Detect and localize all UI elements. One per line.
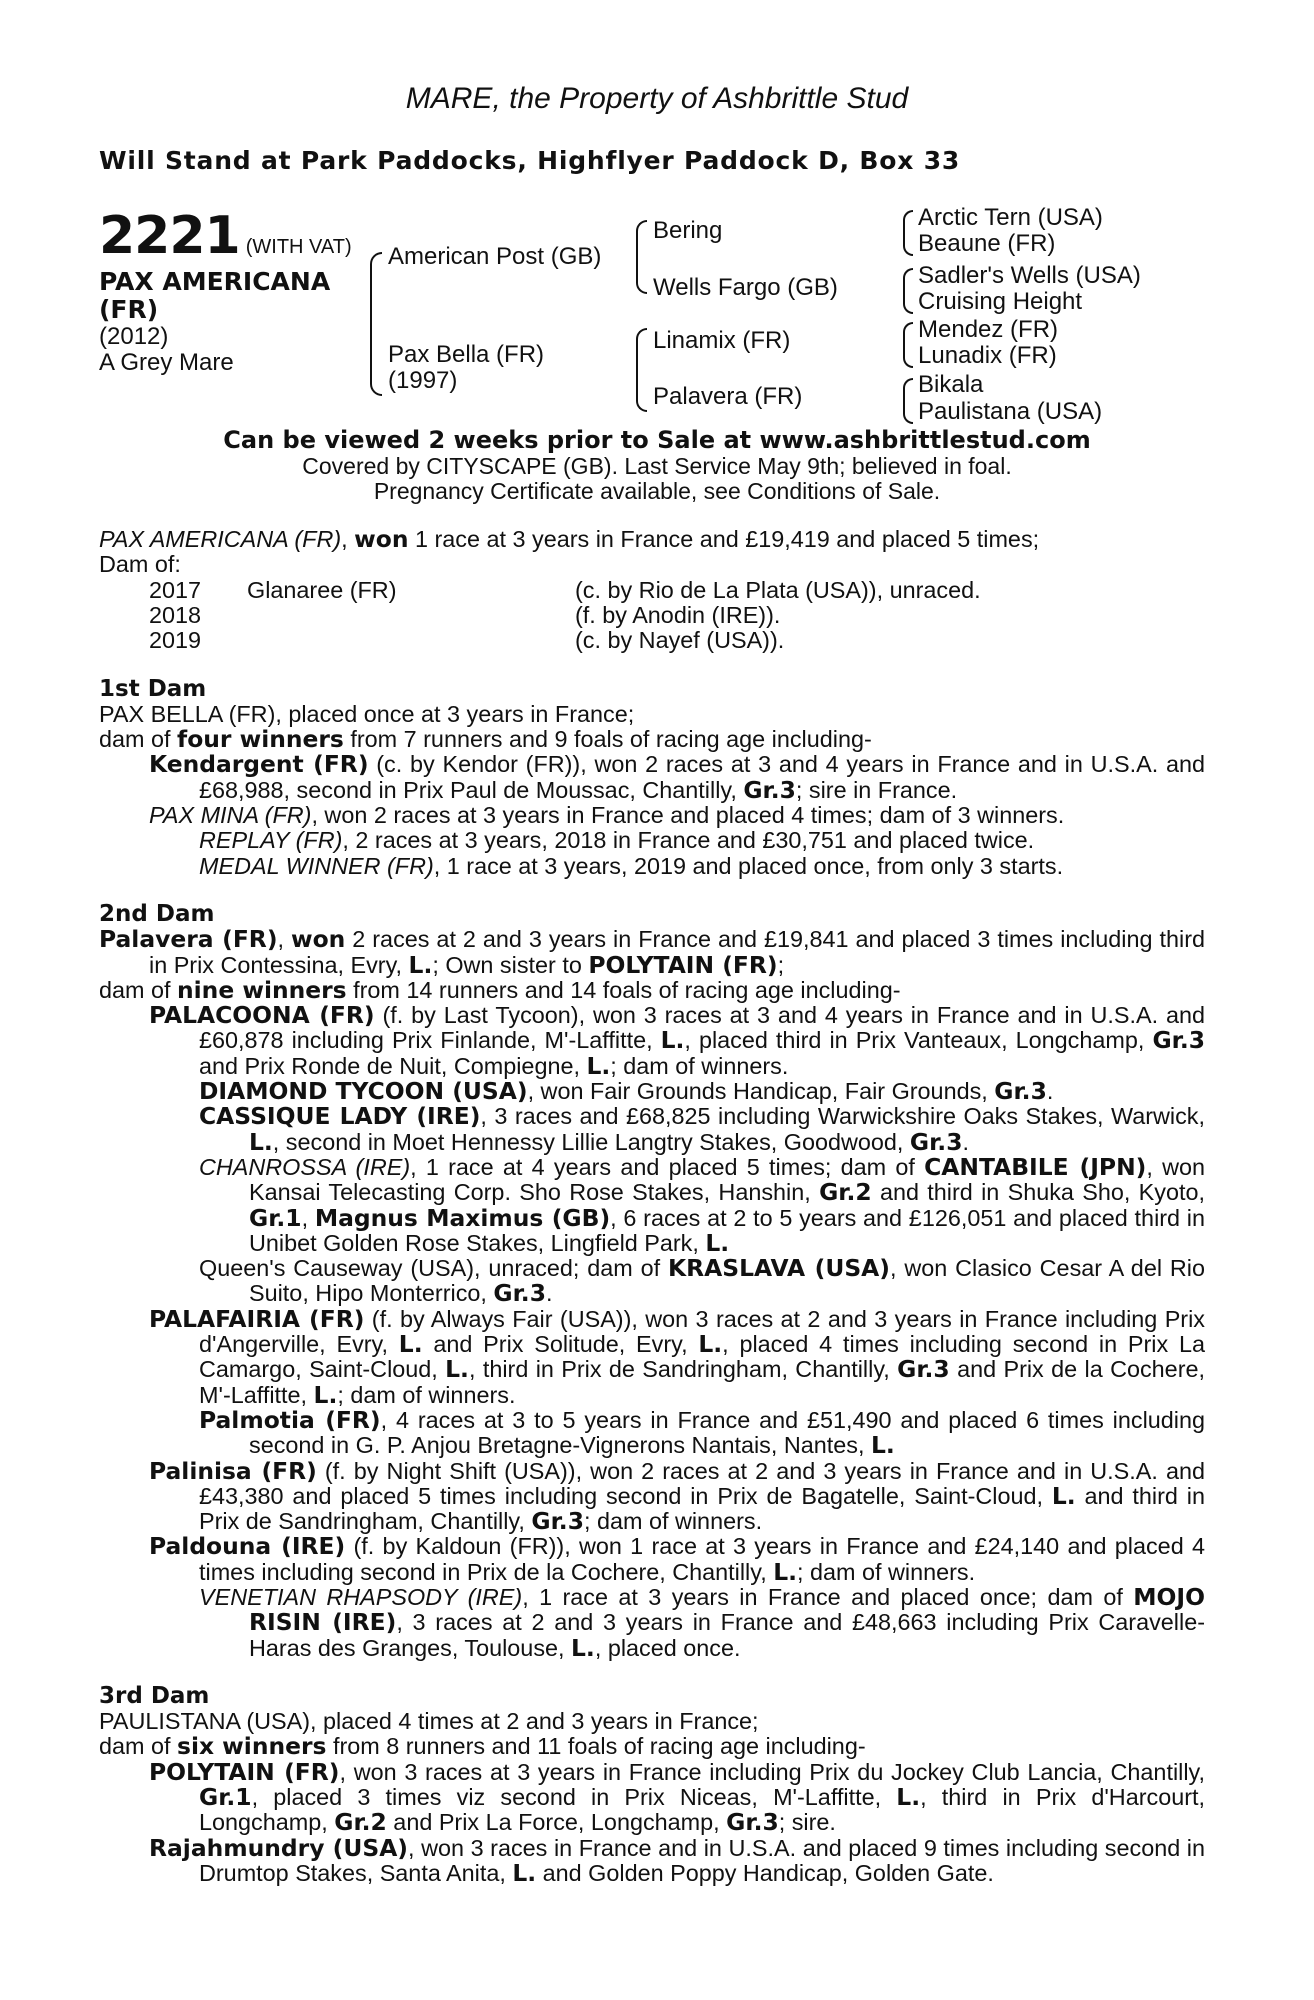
horse-name: DIAMOND TYCOON (USA) <box>199 1077 528 1106</box>
third-dam-heading: 3rd Dam <box>99 1682 210 1709</box>
grade: Gr.2 <box>334 1808 387 1837</box>
grade: Gr.3 <box>1152 1026 1205 1055</box>
pedigree-sdd: Cruising Height <box>918 288 1083 315</box>
text: 2 races at 2 and 3 years in France and £19,841 and placed 3 times including third in Prix Contessina, Evry, <box>149 926 1205 978</box>
grade: Gr.3 <box>743 775 796 804</box>
horse-name: PALAFAIRIA (FR) <box>149 1304 365 1333</box>
horse-name: REPLAY (FR) <box>199 827 343 854</box>
text: , won 3 races at 3 years in France including Prix du Jockey Club Lancia, Chantilly, <box>339 1758 1205 1785</box>
third-dam-produce <box>99 1734 1205 1759</box>
text: and Prix La Force, Longchamp, <box>386 1809 727 1836</box>
offspring-palacoona <box>149 1003 1205 1079</box>
text: , won 3 races in France and in U.S.A. and placed 9 times including second in Drumtop Stakes, Santa Anita, <box>199 1834 1206 1886</box>
text: dam of <box>99 976 178 1003</box>
offspring-palinisa <box>149 1456 1205 1536</box>
text: (f. by Night Shift (USA)), won 2 races at 2 and 3 years in France and in U.S.A. and £43,380 and placed 5 times including second in Prix de Bagatelle, Saint-Cloud, <box>199 1457 1205 1509</box>
third-dam-line: PAULISTANA (USA), placed 4 times at 2 and 3 years in France; <box>99 1708 759 1735</box>
offspring-queens-causeway: Queen's Causeway (USA), unraced; dam of KRASLAVA (USA), won Clasico Cesar A del Rio Suito, Hipo Monterrico, Gr.3. <box>199 1254 1205 1308</box>
listed: L. <box>586 1051 611 1080</box>
text: , placed 3 times viz second in Prix Niceas, M'-Laffitte, <box>251 1784 897 1811</box>
horse-name: POLYTAIN (FR) <box>149 1757 340 1786</box>
first-dam-line: PAX BELLA (FR), placed once at 3 years in France; <box>99 700 635 727</box>
offspring-medal-winner <box>199 854 1205 879</box>
listed: L. <box>571 1633 595 1662</box>
grade: Gr.1 <box>249 1203 302 1232</box>
record-won: won <box>354 525 409 553</box>
text: from 14 runners and 14 foals of racing age including- <box>346 976 901 1003</box>
text: and third in Prix de Sandringham, Chantilly, <box>199 1482 1205 1535</box>
listed: L. <box>445 1355 469 1384</box>
pedigree-bracket-sire <box>636 220 647 294</box>
pedigree-bracket-main <box>370 252 382 396</box>
text: , 2 races at 3 years, 2018 in France and £30,751 and placed twice. <box>342 827 1035 854</box>
horse-name: CHANROSSA (IRE) <box>199 1153 411 1180</box>
horse-name: MOJO RISIN (IRE) <box>249 1582 1205 1637</box>
pedigree-bracket-ds <box>903 322 913 368</box>
pedigree-dam-year: (1997) <box>388 367 458 394</box>
listed: L. <box>398 1330 423 1359</box>
listed: L. <box>896 1783 921 1812</box>
foal-year: 2017 <box>149 576 202 603</box>
pedigree-ddd: Paulistana (USA) <box>918 398 1103 425</box>
pedigree-bracket-dd <box>903 378 913 424</box>
foal-year: 2018 <box>149 601 202 628</box>
text: ; dam of winners. <box>337 1381 516 1408</box>
horse-name: Palavera (FR) <box>99 925 278 954</box>
grade: Gr.3 <box>726 1808 779 1837</box>
horse-name: Rajahmundry (USA) <box>149 1833 409 1862</box>
first-dam-heading: 1st Dam <box>99 675 207 702</box>
pedigree-bracket-ss <box>903 210 913 256</box>
foaling-year: (2012) <box>99 323 169 350</box>
listed: L. <box>408 950 433 979</box>
text: , third in Prix de Sandringham, Chantilly, <box>468 1356 898 1383</box>
text: ; Own sister to <box>432 951 589 978</box>
horse-name: KRASLAVA (USA) <box>668 1254 890 1283</box>
offspring-palmotia <box>199 1405 1206 1460</box>
text: from 7 runners and 9 foals of racing age including- <box>343 726 872 753</box>
text: and third in Shuka Sho, Kyoto, <box>871 1179 1205 1206</box>
first-dam-produce <box>99 727 1205 752</box>
offspring-venetian-rhapsody <box>199 1582 1205 1662</box>
listed: L. <box>1051 1481 1076 1510</box>
offspring-diamond-tycoon: DIAMOND TYCOON (USA), won Fair Grounds Handicap, Fair Grounds, Gr.3. <box>199 1077 1054 1106</box>
grade: Gr.3 <box>493 1279 546 1308</box>
text: and Prix Ronde de Nuit, Compiegne, <box>199 1052 587 1079</box>
viewing-note: Can be viewed 2 weeks prior to Sale at www.ashbrittlestud.com <box>223 426 1091 454</box>
foal-detail: (c. by Rio de La Plata (USA)), unraced. <box>575 576 981 603</box>
offspring-paxmina <box>149 803 1205 828</box>
stand-location: Will Stand at Park Paddocks, Highflyer Paddock D, Box 33 <box>99 146 961 175</box>
pedigree-ds: Linamix (FR) <box>653 327 791 354</box>
text: (f. by Always Fair (USA)), won 3 races at 2 and 3 years in France including Prix d'Angerville, Evry, <box>199 1305 1205 1358</box>
grade: Gr.2 <box>819 1178 872 1207</box>
text: , 6 races at 2 to 5 years and £126,051 and placed third in Unibet Golden Rose Stakes, Lingfield Park, <box>249 1204 1206 1256</box>
text: , placed 4 times including second in Prix La Camargo, Saint-Cloud, <box>199 1331 1205 1383</box>
pedigree-sss: Arctic Tern (USA) <box>918 204 1103 231</box>
listed: L. <box>698 1330 723 1359</box>
pedigree-dds: Bikala <box>918 371 984 398</box>
horse-name: Kendargent (FR) <box>149 750 369 779</box>
vat-note: (WITH VAT) <box>245 236 352 258</box>
catalogue-body <box>99 527 1205 1886</box>
text: (f. by Kaldoun (FR)), won 1 race at 3 years in France and £24,140 and placed 4 times including second in Prix de la Cochere, Chantilly, <box>199 1533 1205 1585</box>
text: ; sire in France. <box>795 776 958 803</box>
offspring-cassique-lady: CASSIQUE LADY (IRE), 3 races and £68,825 including Warwickshire Oaks Stakes, Warwick, L., second in Moet Hennessy Lillie Langtry Stakes, Goodwood, Gr.3. <box>199 1102 1205 1156</box>
grade: Gr.3 <box>994 1077 1047 1106</box>
won: won <box>290 925 346 954</box>
text: , 1 race at 4 years and placed 5 times; dam of <box>410 1153 925 1180</box>
text: , 1 race at 3 years, 2019 and placed once, from only 3 starts. <box>433 852 1064 879</box>
text: (c. by Kendor (FR)), won 2 races at 3 and 4 years in France and in U.S.A. and £68,988, second in Prix Paul de Moussac, Chantilly, <box>199 751 1206 803</box>
foal-detail: (f. by Anodin (IRE)). <box>575 601 781 628</box>
listed: L. <box>870 1431 895 1460</box>
page-title: MARE, the Property of Ashbrittle Stud <box>405 82 909 115</box>
text: dam of <box>99 1733 178 1760</box>
grade: Gr.1 <box>199 1783 252 1812</box>
winners-count: four winners <box>177 725 344 754</box>
pedigree-dsd: Lunadix (FR) <box>918 342 1057 369</box>
offspring-palafairia <box>149 1304 1205 1409</box>
grade: Gr.3 <box>909 1127 963 1156</box>
horse-name: MEDAL WINNER (FR) <box>199 852 434 879</box>
text: , placed once. <box>594 1634 741 1661</box>
foal-detail: (c. by Nayef (USA)). <box>575 626 785 653</box>
text: , placed third in Prix Vanteaux, Longchamp, <box>684 1027 1153 1054</box>
pedigree-sire: American Post (GB) <box>388 243 602 270</box>
text: , second in Moet Hennessy Lillie Langtry Stakes, Goodwood, <box>272 1128 910 1155</box>
horse-name-line1: PAX AMERICANA <box>99 267 331 296</box>
offspring-kendargent <box>149 752 1205 803</box>
listed: L. <box>705 1228 730 1257</box>
text: , 1 race at 3 years in France and placed once; dam of <box>522 1583 1134 1610</box>
text: from 8 runners and 11 foals of racing age including- <box>326 1733 866 1760</box>
foal-year: 2019 <box>149 626 202 653</box>
text: and Prix de la Cochere, M'-Laffitte, <box>199 1356 1205 1408</box>
text: and Prix Solitude, Evry, <box>422 1331 699 1358</box>
horse-name: POLYTAIN (FR) <box>588 950 778 979</box>
pedigree-ssd: Beaune (FR) <box>918 230 1056 257</box>
horse-name: PALACOONA (FR) <box>149 1001 375 1030</box>
winners-count: six winners <box>177 1732 327 1761</box>
text: dam of <box>99 726 178 753</box>
foals-list <box>99 578 1205 654</box>
pedigree-dd: Palavera (FR) <box>653 383 803 410</box>
record-horse-name: PAX AMERICANA (FR) <box>99 526 342 552</box>
horse-name: Magnus Maximus (GB) <box>314 1203 611 1232</box>
covered-note: Covered by CITYSCAPE (GB). Last Service May 9th; believed in foal. <box>302 453 1012 479</box>
offspring-polytain <box>149 1757 1205 1837</box>
pedigree-bracket-dam <box>636 328 647 412</box>
text: and Golden Poppy Handicap, Golden Gate. <box>536 1859 994 1886</box>
horse-name: Palmotia (FR) <box>199 1405 381 1434</box>
listed: L. <box>773 1557 798 1586</box>
pedigree-ss: Bering <box>653 217 723 244</box>
pedigree-dam: Pax Bella (FR) <box>388 341 545 368</box>
text: , won Kansai Telecasting Corp. Sho Rose Stakes, Hanshin, <box>249 1153 1205 1206</box>
listed: L. <box>660 1026 685 1055</box>
grade: Gr.3 <box>897 1355 950 1384</box>
text: ; dam of winners. <box>610 1052 789 1079</box>
pedigree-bracket-sd <box>903 268 913 314</box>
second-dam-record: Palavera (FR), won 2 races at 2 and 3 years in France and £19,841 and placed 3 times including third in Prix Contessina, Evry, L.; Own sister to POLYTAIN (FR); <box>99 925 1205 979</box>
text: , 3 races at 2 and 3 years in France and £48,663 including Prix Caravelle-Haras des Granges, Toulouse, <box>249 1609 1205 1661</box>
horse-name-line2: (FR) <box>99 295 159 324</box>
horse-name: CANTABILE (JPN) <box>924 1152 1147 1181</box>
offspring-paldouna <box>149 1534 1205 1585</box>
listed: L. <box>313 1380 338 1409</box>
pedigree-sd: Wells Fargo (GB) <box>653 274 838 301</box>
lot-number: 2221 <box>99 206 240 266</box>
horse-name: Paldouna (IRE) <box>149 1532 346 1561</box>
listed: L. <box>249 1127 273 1156</box>
text: , third in Prix d'Harcourt, Longchamp, <box>199 1784 1205 1836</box>
second-dam-produce <box>99 975 1205 1004</box>
horse-name: PAX MINA (FR) <box>149 802 312 829</box>
text: , won Clasico Cesar A del Rio Suito, Hipo Monterrico, <box>249 1255 1205 1307</box>
horse-description: A Grey Mare <box>99 349 234 376</box>
lot-info <box>99 206 352 376</box>
foal-name: Glanaree (FR) <box>247 576 397 603</box>
horse-name <box>99 268 352 324</box>
horse-name: Palinisa (FR) <box>149 1456 317 1485</box>
text: , 3 races and £68,825 including Warwickshire Oaks Stakes, Warwick, <box>480 1103 1205 1130</box>
offspring-rajahmundry <box>149 1833 1206 1887</box>
race-record: PAX AMERICANA (FR), won 1 race at 3 years in France and £19,419 and placed 5 times; <box>99 525 1040 553</box>
pedigree-dss: Mendez (FR) <box>918 316 1059 343</box>
text: Queen's Causeway (USA), unraced; dam of <box>199 1255 668 1282</box>
second-dam-heading: 2nd Dam <box>99 900 215 927</box>
offspring-replay <box>199 828 1205 853</box>
record-text: 1 race at 3 years in France and £19,419 and placed 5 times; <box>408 526 1040 552</box>
text: , won 2 races at 3 years in France and placed 4 times; dam of 3 winners. <box>311 802 1065 829</box>
pregnancy-note: Pregnancy Certificate available, see Conditions of Sale. <box>373 478 941 504</box>
offspring-chanrossa: CHANROSSA (IRE), 1 race at 4 years and placed 5 times; dam of CANTABILE (JPN), won Kansai Telecasting Corp. Sho Rose Stakes, Hanshin, Gr.2 and third in Shuka Sho, Kyoto, Gr.1, Magnus Maximus (GB), 6 races at 2 to 5 years and £126,051 and placed third in Unibet Golden Rose Stakes, Lingfield Park, L. <box>199 1152 1206 1257</box>
text: ; dam of winners. <box>583 1508 763 1535</box>
text: (f. by Last Tycoon), won 3 races at 3 and 4 years in France and in U.S.A. and £60,878 including Prix Finlande, M'-Laffitte, <box>199 1002 1205 1054</box>
dam-of-label: Dam of: <box>99 551 181 578</box>
text: , 4 races at 3 to 5 years in France and £51,490 and placed 6 times including second in G. P. Anjou Bretagne-Vignerons Nantais, Nantes, <box>249 1406 1206 1459</box>
text: ; dam of winners. <box>797 1558 976 1585</box>
horse-name: CASSIQUE LADY (IRE) <box>199 1102 481 1131</box>
text: ; sire. <box>778 1809 836 1836</box>
listed: L. <box>512 1858 537 1887</box>
pedigree-sds: Sadler's Wells (USA) <box>918 262 1141 289</box>
horse-name: VENETIAN RHAPSODY (IRE) <box>199 1583 523 1610</box>
grade: Gr.3 <box>531 1507 584 1536</box>
text: , won Fair Grounds Handicap, Fair Grounds, <box>527 1078 995 1105</box>
winners-count: nine winners <box>177 975 347 1004</box>
